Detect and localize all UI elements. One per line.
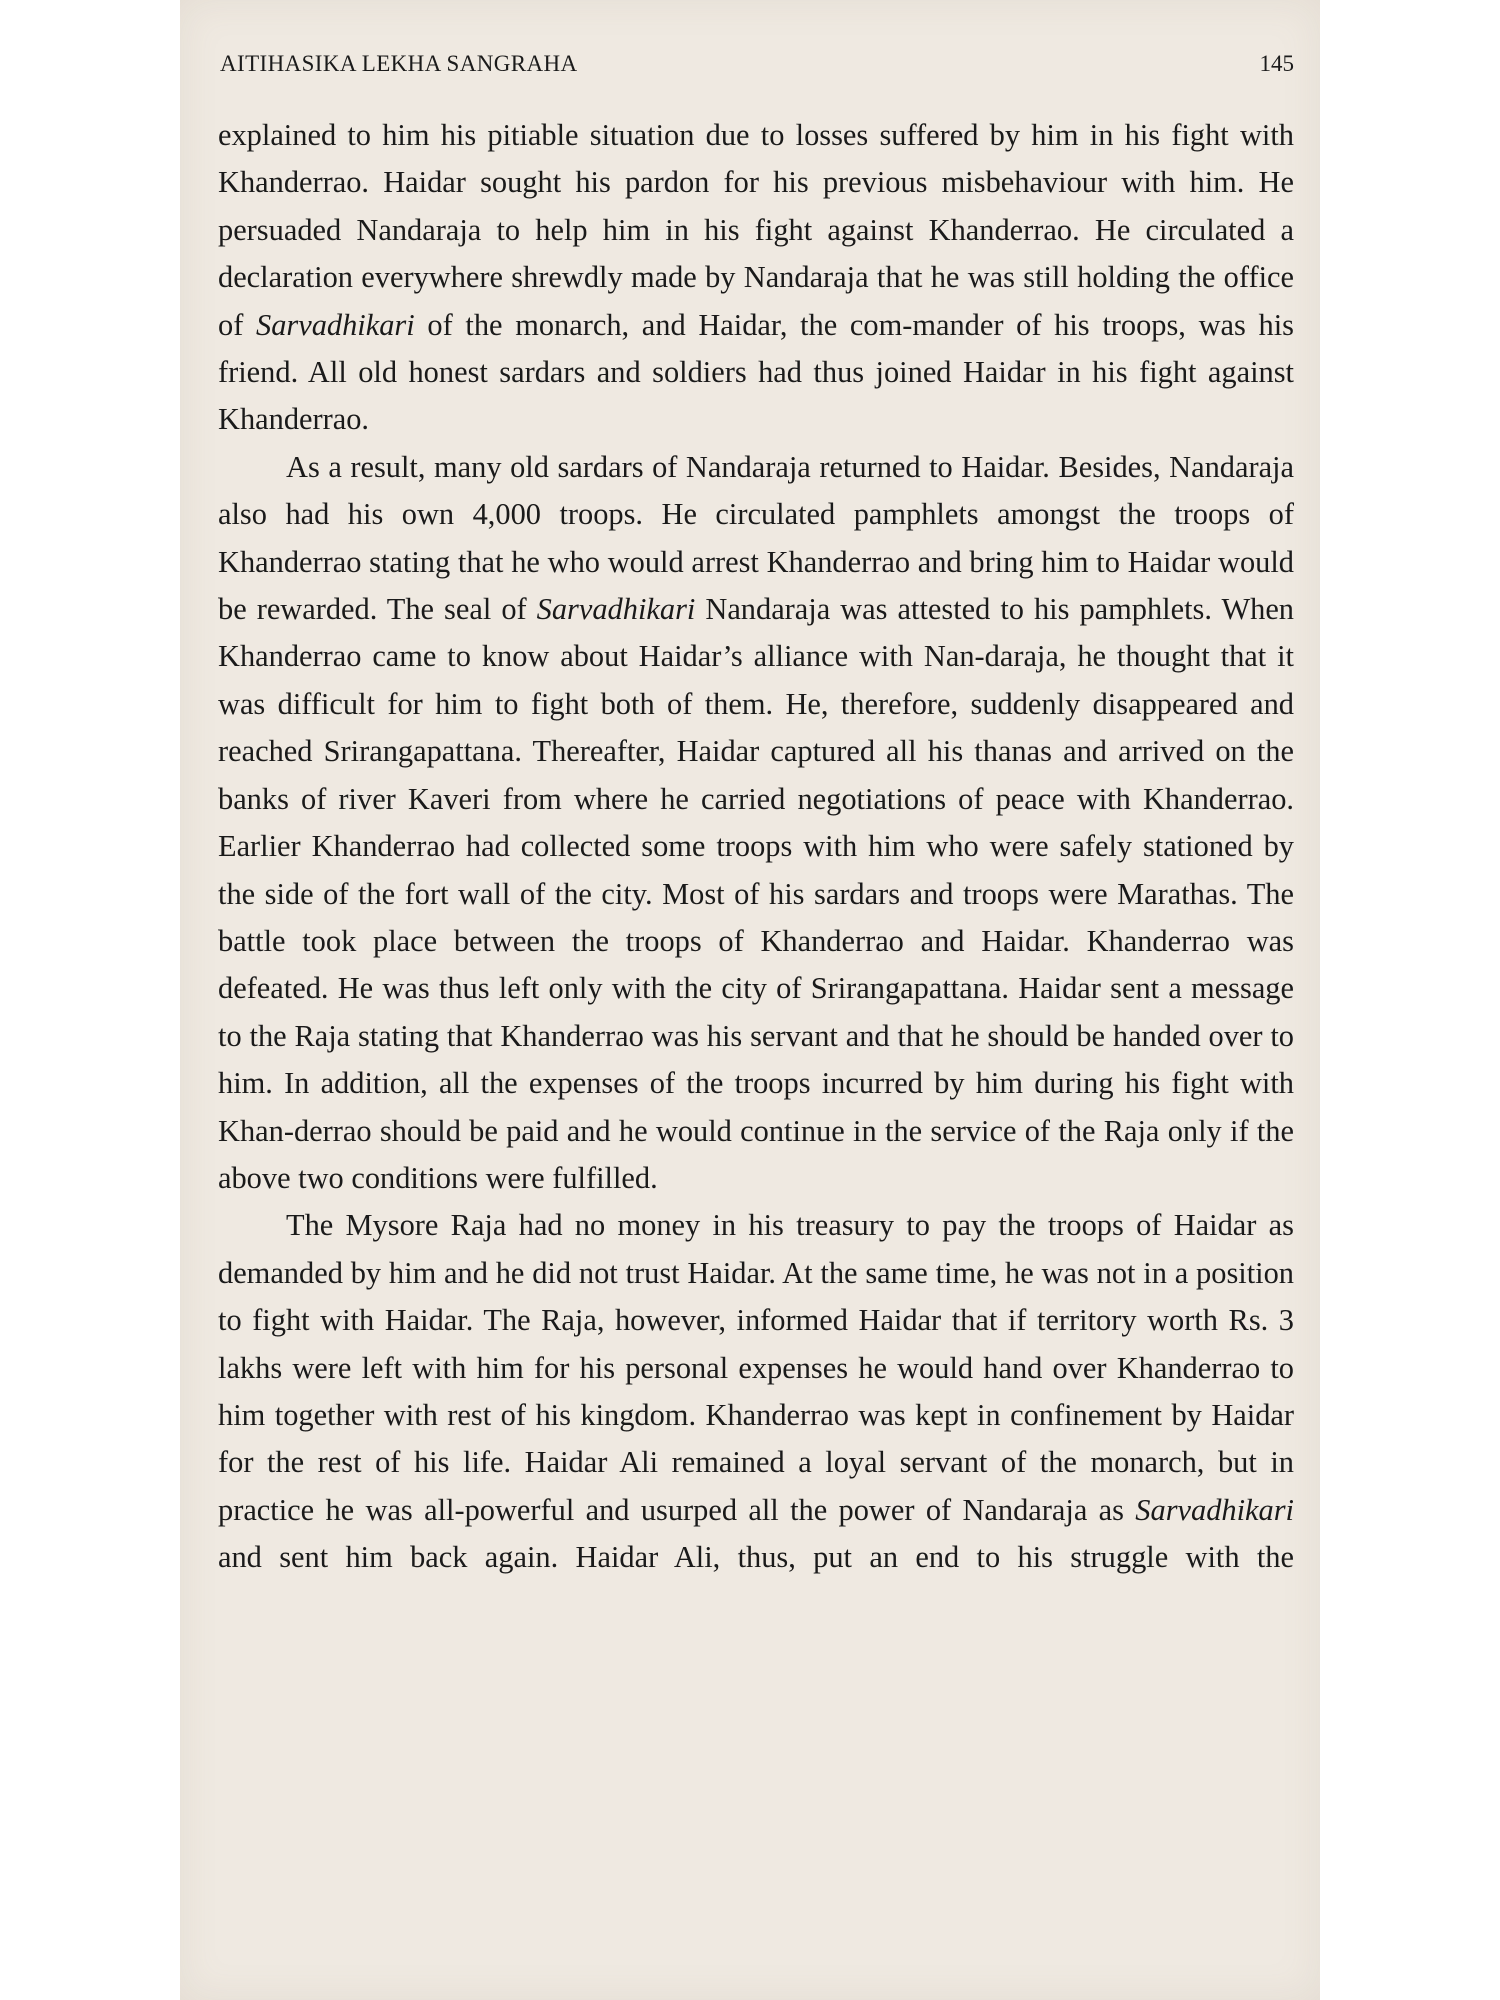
italic-term: Sarvadhikari [536,592,696,627]
text-segment: As a result, many old sardars of Nandaraja returned to Haidar. Besides, Nandaraja also had his own 4,000 troops. He circulated pamphlets amongst the troops of Khanderrao stating that he who would arrest Khanderrao and bring him to Haidar would be rewarded. The seal of [218,449,1294,627]
book-page [180,0,1320,2000]
page-number: 145 [1259,51,1294,76]
paragraph-1 [218,112,1294,444]
page-header [220,46,1294,82]
text-segment: Nandaraja was attested to his pamphlets. When Khanderrao came to know about Haidar’s alliance with Nan-daraja, he thought that it was difficult for him to fight both of them. He, therefore, suddenly disappeared and reached Srirangapattana. Thereafter, Haidar captured all his thanas and arrived on the banks of river Kaveri from where he carried negotiations of peace with Khanderrao. Earlier Khanderrao had collected some troops with him who were safely stationed by the side of the fort wall of the city. Most of his sardars and troops were Marathas. The battle took place between the troops of Khanderrao and Haidar. Khanderrao was defeated. He was thus left only with the city of Srirangapattana. Haidar sent a message to the Raja stating that Khanderrao was his servant and that he should be handed over to him. In addition, all the expenses of the troops incurred by him during his fight with Khan-derrao should be paid and he would continue in the service of the Raja only if the above two conditions were fulfilled. [218,592,1295,1195]
body-text [218,112,1294,1582]
paragraph-3 [218,1202,1294,1581]
italic-term: Sarvadhikari [1135,1492,1294,1527]
italic-term: Sarvadhikari [256,307,415,342]
paragraph-2 [218,444,1294,1203]
text-segment: The Mysore Raja had no money in his treasury to pay the troops of Haidar as demanded by him and he did not trust Haidar. At the same time, he was not in a position to fight with Haidar. The Raja, however, informed Haidar that if territory worth Rs. 3 lakhs were left with him for his personal expenses he would hand over Khanderrao to him together with rest of his kingdom. Khanderrao was kept in confinement by Haidar for the rest of his life. Haidar Ali remained a loyal servant of the monarch, but in practice he was all-powerful and usurped all the power of Nandaraja as [218,1208,1294,1527]
text-segment: and sent him back again. Haidar Ali, thus, put an end to his struggle with the [218,1540,1294,1575]
running-title: AITIHASIKA LEKHA SANGRAHA [220,51,578,76]
text-segment: explained to him his pitiable situation due to losses suffered by him in his fight with Khanderrao. Haidar sought his pardon for his previous misbehaviour with him. He persuaded Nandaraja to help him in his fight against Khanderrao. He circulated a declaration everywhere shrewdly made by Nandaraja that he was still holding the office of [218,118,1294,342]
text-segment: of the monarch, and Haidar, the com-mander of his troops, was his friend. All old honest sardars and soldiers had thus joined Haidar in his fight against Khanderrao. [218,307,1294,437]
